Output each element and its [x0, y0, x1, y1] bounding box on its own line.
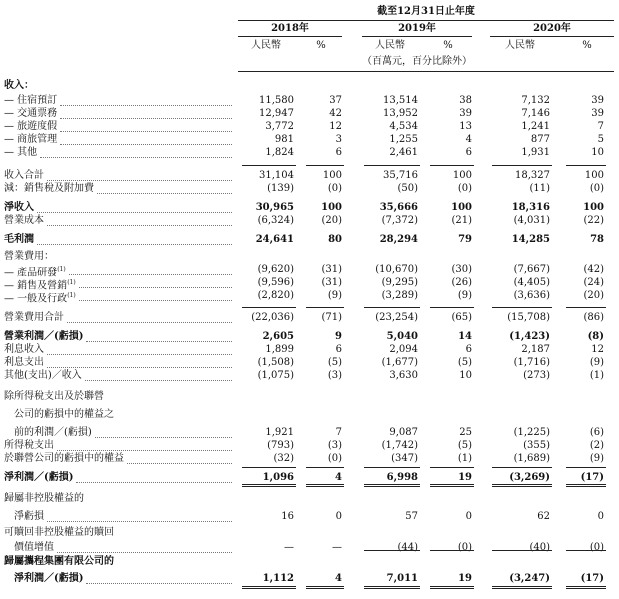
row-label: 可贖回非控股權益的贖回	[4, 527, 114, 538]
table-cell: 3	[335, 134, 342, 145]
table-cell: 2,094	[389, 344, 418, 355]
table-cell: 38	[459, 95, 472, 106]
total-double-rule	[430, 486, 474, 487]
table-cell: 12	[591, 344, 604, 355]
row-label: — 銷售及營銷$^{(1)}$	[4, 279, 76, 292]
table-cell: 6	[335, 344, 342, 355]
table-cell: 62	[537, 511, 550, 522]
total-double-rule	[242, 588, 296, 589]
row-label: 價值增值	[14, 542, 54, 553]
table-cell: 100	[584, 170, 604, 181]
row-label: 其他(支出)／收入	[4, 370, 82, 381]
total-double-rule	[566, 588, 606, 589]
leader-dots	[57, 551, 232, 553]
total-double-rule	[492, 486, 552, 487]
table-cell: 100	[583, 202, 604, 213]
table-cell: (17)	[580, 472, 604, 483]
table-cell: (6,324)	[257, 215, 294, 226]
table-cell: (1,423)	[509, 331, 550, 342]
table-cell: 18,327	[515, 170, 550, 181]
row-label: 毛利潤	[4, 234, 34, 245]
table-cell: 35,716	[383, 170, 418, 181]
subtotal-rule	[242, 467, 296, 468]
table-cell: (8)	[587, 331, 604, 342]
table-cell: —	[332, 542, 342, 553]
header-rule	[238, 20, 614, 21]
table-cell: (3)	[327, 440, 342, 451]
total-double-rule	[430, 586, 474, 587]
col-pct-2019: %	[443, 40, 453, 51]
subtotal-rule	[492, 467, 552, 468]
table-cell: 7	[335, 427, 342, 438]
table-cell: (31)	[321, 264, 342, 275]
table-cell: 24,641	[255, 234, 294, 245]
table-cell: (86)	[583, 312, 604, 323]
row-label: — 一般及行政$^{(1)}$	[4, 292, 76, 305]
table-cell: 1,824	[265, 147, 294, 158]
col-pct-2018: %	[316, 40, 326, 51]
footnote-marker: (1)	[67, 279, 76, 286]
table-cell: 28,294	[379, 234, 418, 245]
total-double-rule	[242, 486, 296, 487]
table-cell: 7,146	[521, 108, 550, 119]
table-cell: 10	[459, 370, 472, 381]
row-label: 營業費用：	[4, 251, 54, 262]
table-cell: 5	[597, 134, 604, 145]
total-double-rule	[364, 588, 420, 589]
leader-dots	[69, 273, 232, 275]
total-double-rule	[306, 586, 344, 587]
row-label: — 產品研發$^{(1)}$	[4, 266, 66, 279]
leader-dots	[97, 192, 232, 194]
table-cell: (23,254)	[375, 312, 418, 323]
table-cell: (11)	[529, 183, 550, 194]
total-double-rule	[306, 588, 344, 589]
table-cell: (355)	[523, 440, 550, 451]
total-double-rule	[364, 486, 420, 487]
total-double-rule	[306, 486, 344, 487]
table-cell: 1,921	[265, 427, 294, 438]
leader-dots	[95, 436, 232, 438]
leader-dots	[37, 211, 232, 213]
table-cell: (9)	[589, 357, 604, 368]
period-header: 截至12月31日止年度	[377, 6, 475, 17]
table-cell: (0)	[327, 453, 342, 464]
total-double-rule	[566, 586, 606, 587]
table-cell: 3,630	[389, 370, 418, 381]
total-double-rule	[242, 586, 296, 587]
row-label: 於聯營公司的虧損中的權益	[4, 453, 124, 464]
table-cell: 7	[597, 121, 604, 132]
table-cell: (71)	[321, 312, 342, 323]
table-cell: 7,132	[521, 95, 550, 106]
table-cell: (1)	[457, 453, 472, 464]
table-cell: (50)	[397, 183, 418, 194]
year-rule-2019	[362, 36, 472, 37]
table-cell: (0)	[457, 183, 472, 194]
col-rmb-2018: 人民幣	[251, 40, 281, 51]
table-cell: (20)	[321, 215, 342, 226]
total-double-rule	[430, 484, 474, 485]
table-cell: (31)	[321, 277, 342, 288]
subtotal-rule	[306, 165, 344, 166]
row-label: 淨收入	[4, 202, 34, 213]
table-cell: (9,620)	[257, 264, 294, 275]
table-cell: (40)	[529, 542, 550, 553]
table-cell: (20)	[583, 290, 604, 301]
table-cell: 13,952	[383, 108, 418, 119]
table-cell: (2,820)	[257, 290, 294, 301]
table-cell: 16	[281, 511, 294, 522]
table-cell: (22)	[583, 215, 604, 226]
row-label: 除所得稅支出及於聯營	[4, 391, 104, 402]
table-cell: (1,677)	[381, 357, 418, 368]
row-label: — 商旅管理	[4, 134, 58, 145]
table-cell: 31,104	[259, 170, 294, 181]
table-cell: 1,255	[389, 134, 418, 145]
total-double-rule	[492, 588, 552, 589]
table-cell: (1,508)	[257, 357, 294, 368]
table-cell: 3,772	[265, 121, 294, 132]
table-cell: 1,241	[521, 121, 550, 132]
table-cell: 9,087	[389, 427, 418, 438]
total-double-rule	[364, 586, 420, 587]
table-cell: (6)	[589, 427, 604, 438]
row-label: 歸屬非控股權益的	[4, 493, 84, 504]
table-cell: (1,075)	[257, 370, 294, 381]
leader-dots	[76, 481, 232, 483]
table-cell: 14,285	[511, 234, 550, 245]
table-cell: 35,666	[379, 202, 418, 213]
total-double-rule	[566, 486, 606, 487]
subtotal-rule	[566, 467, 606, 468]
table-cell: (10,670)	[375, 264, 418, 275]
table-cell: 100	[322, 170, 342, 181]
row-label: 利息收入	[4, 344, 44, 355]
table-cell: (3,269)	[509, 472, 550, 483]
table-cell: (9)	[457, 290, 472, 301]
table-cell: (3,289)	[381, 290, 418, 301]
leader-dots	[47, 224, 232, 226]
table-cell: 1,931	[521, 147, 550, 158]
leader-dots	[60, 143, 232, 145]
subtotal-rule	[430, 165, 474, 166]
table-cell: 19	[458, 472, 472, 483]
table-cell: (139)	[267, 183, 294, 194]
total-double-rule	[492, 484, 552, 485]
table-cell: 0	[335, 511, 342, 522]
leader-dots	[60, 104, 232, 106]
table-cell: (793)	[267, 440, 294, 451]
table-cell: 12,947	[259, 108, 294, 119]
table-cell: 2,461	[389, 147, 418, 158]
table-cell: (1,225)	[513, 427, 550, 438]
row-label: 減：銷售稅及附加費	[4, 183, 94, 194]
col-rmb-2020: 人民幣	[505, 40, 535, 51]
leader-dots	[79, 286, 232, 288]
table-cell: 6,998	[386, 472, 418, 483]
table-cell: 10	[591, 147, 604, 158]
table-cell: 0	[465, 511, 472, 522]
table-cell: (30)	[451, 264, 472, 275]
row-label: 前的利潤／(虧損)	[14, 427, 92, 438]
unit-note: （百萬元，百分比除外）	[362, 56, 472, 67]
leader-dots	[86, 340, 232, 342]
table-cell: 9	[335, 331, 342, 342]
table-cell: (7,667)	[513, 264, 550, 275]
col-rmb-2019: 人民幣	[375, 40, 405, 51]
table-cell: (9)	[327, 290, 342, 301]
year-rule-2020	[490, 36, 614, 37]
table-cell: (17)	[580, 573, 604, 584]
row-label: — 旅遊度假	[4, 121, 58, 132]
table-cell: (26)	[451, 277, 472, 288]
table-cell: —	[284, 542, 294, 553]
subtotal-rule	[306, 467, 344, 468]
leader-dots	[79, 299, 232, 301]
year-2018: 2018年	[271, 23, 309, 34]
table-cell: (0)	[457, 542, 472, 553]
table-cell: 11,580	[259, 95, 294, 106]
table-cell: (32)	[273, 453, 294, 464]
row-label: 收入：	[4, 80, 34, 91]
table-cell: 39	[459, 108, 472, 119]
table-cell: (9,596)	[257, 277, 294, 288]
row-label: 營業成本	[4, 215, 44, 226]
subtotal-rule	[364, 307, 420, 308]
table-cell: 6	[465, 344, 472, 355]
subtotal-rule	[566, 307, 606, 308]
subtotal-rule	[566, 165, 606, 166]
table-cell: (24)	[583, 277, 604, 288]
leader-dots	[60, 130, 232, 132]
total-double-rule	[242, 484, 296, 485]
table-cell: (65)	[451, 312, 472, 323]
table-cell: (0)	[589, 542, 604, 553]
table-cell: 1,096	[262, 472, 294, 483]
table-cell: (21)	[451, 215, 472, 226]
table-cell: 37	[329, 95, 342, 106]
table-cell: (9)	[589, 453, 604, 464]
leader-dots	[47, 179, 232, 181]
leader-dots	[85, 379, 232, 381]
table-cell: 6	[335, 147, 342, 158]
table-cell: (347)	[391, 453, 418, 464]
table-cell: 4	[465, 134, 472, 145]
row-label: 營業費用合計	[4, 312, 64, 323]
table-cell: 30,965	[255, 202, 294, 213]
table-cell: 877	[530, 134, 550, 145]
table-cell: (3,247)	[509, 573, 550, 584]
leader-dots	[127, 462, 232, 464]
table-cell: 981	[274, 134, 294, 145]
subtotal-rule	[430, 307, 474, 308]
table-cell: 0	[597, 511, 604, 522]
table-cell: 80	[328, 234, 342, 245]
subtotal-rule	[306, 307, 344, 308]
subtotal-rule	[364, 550, 420, 551]
subtotal-rule	[364, 467, 420, 468]
table-cell: 13,514	[383, 95, 418, 106]
col-pct-2020: %	[582, 40, 592, 51]
table-cell: (3)	[327, 370, 342, 381]
table-cell: (2)	[589, 440, 604, 451]
subtotal-rule	[242, 165, 296, 166]
table-cell: (5)	[327, 357, 342, 368]
table-cell: 19	[458, 573, 472, 584]
table-cell: (0)	[327, 183, 342, 194]
table-cell: 4,534	[389, 121, 418, 132]
table-cell: 12	[329, 121, 342, 132]
leader-dots	[47, 353, 232, 355]
table-cell: 4	[335, 472, 342, 483]
table-cell: 5,040	[386, 331, 418, 342]
leader-dots	[47, 520, 232, 522]
table-cell: (5)	[457, 357, 472, 368]
table-cell: (273)	[523, 370, 550, 381]
table-cell: 79	[458, 234, 472, 245]
table-cell: (1,689)	[513, 453, 550, 464]
table-cell: (22,036)	[251, 312, 294, 323]
table-cell: (42)	[583, 264, 604, 275]
leader-dots	[67, 321, 232, 323]
subtotal-rule	[492, 550, 552, 551]
row-label: 淨虧損	[14, 511, 44, 522]
table-cell: 100	[451, 202, 472, 213]
year-2020: 2020年	[533, 23, 571, 34]
subtotal-rule	[492, 165, 552, 166]
total-double-rule	[430, 588, 474, 589]
row-label: 營業利潤／(虧損)	[4, 331, 84, 342]
table-cell: 14	[458, 331, 472, 342]
year-rule-2018	[238, 36, 342, 37]
row-label: 淨利潤／(虧損)	[4, 472, 74, 483]
total-double-rule	[566, 484, 606, 485]
row-label: 所得稅支出	[4, 440, 54, 451]
row-label: 收入合計	[4, 170, 44, 181]
row-label: 淨利潤／(虧損)	[14, 573, 84, 584]
header-bottom-rule	[238, 71, 614, 72]
table-cell: (4,031)	[513, 215, 550, 226]
row-label: 利息支出	[4, 357, 44, 368]
table-cell: 2,605	[262, 331, 294, 342]
leader-dots	[40, 156, 232, 158]
footnote-marker: (1)	[57, 266, 66, 273]
table-cell: (44)	[397, 542, 418, 553]
table-cell: 100	[321, 202, 342, 213]
table-cell: (4,405)	[513, 277, 550, 288]
table-cell: 1,899	[265, 344, 294, 355]
total-double-rule	[364, 484, 420, 485]
table-cell: (5)	[457, 440, 472, 451]
row-label: 公司的虧損中的權益之	[14, 409, 114, 420]
subtotal-rule	[242, 307, 296, 308]
table-cell: (1,716)	[513, 357, 550, 368]
row-label: — 住宿預訂	[4, 95, 58, 106]
table-cell: 78	[590, 234, 604, 245]
subtotal-rule	[492, 307, 552, 308]
table-cell: 100	[452, 170, 472, 181]
table-cell: (7,372)	[381, 215, 418, 226]
total-double-rule	[492, 586, 552, 587]
total-double-rule	[306, 484, 344, 485]
table-cell: 39	[591, 95, 604, 106]
table-cell: 25	[459, 427, 472, 438]
table-cell: (1)	[589, 370, 604, 381]
table-cell: 18,316	[511, 202, 550, 213]
subtotal-rule	[430, 550, 474, 551]
table-cell: (3,636)	[513, 290, 550, 301]
row-label: — 其他	[4, 147, 38, 158]
row-label: 歸屬攜程集團有限公司的	[4, 556, 114, 567]
table-cell: 2,187	[521, 344, 550, 355]
leader-dots	[86, 582, 232, 584]
subtotal-rule	[566, 550, 606, 551]
table-cell: 4	[335, 573, 342, 584]
table-cell: 1,112	[262, 573, 294, 584]
year-2019: 2019年	[398, 23, 436, 34]
table-cell: (15,708)	[507, 312, 550, 323]
table-cell: (0)	[589, 183, 604, 194]
leader-dots	[60, 117, 232, 119]
table-cell: (9,295)	[381, 277, 418, 288]
table-cell: 57	[405, 511, 418, 522]
row-label: — 交通票務	[4, 108, 58, 119]
leader-dots	[37, 243, 232, 245]
table-cell: 39	[591, 108, 604, 119]
subtotal-rule	[430, 467, 474, 468]
table-cell: 42	[329, 108, 342, 119]
table-cell: 6	[465, 147, 472, 158]
leader-dots	[47, 366, 232, 368]
leader-dots	[57, 449, 232, 451]
table-cell: 13	[459, 121, 472, 132]
table-cell: (1,742)	[381, 440, 418, 451]
footnote-marker: (1)	[67, 292, 76, 299]
table-cell: 7,011	[386, 573, 418, 584]
subtotal-rule	[364, 165, 420, 166]
